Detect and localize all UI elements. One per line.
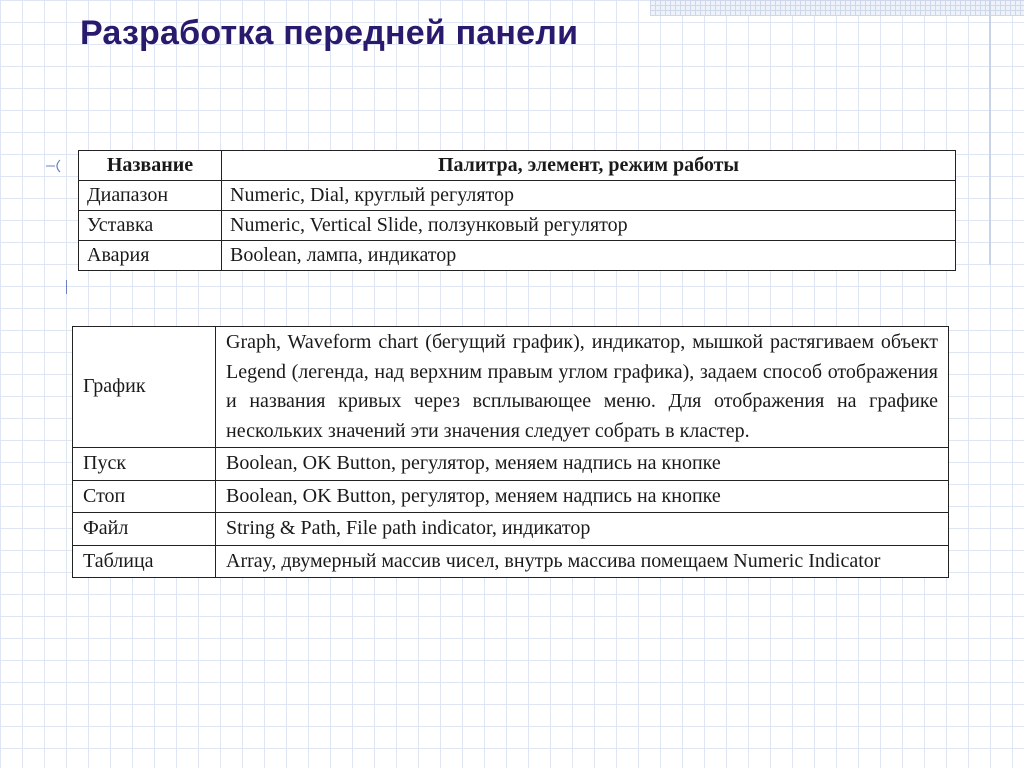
row-description-cell: String & Path, File path indicator, индикатор	[216, 513, 949, 546]
row-description-cell: Boolean, OK Button, регулятор, меняем надпись на кнопке	[216, 480, 949, 513]
row-name-cell: Таблица	[73, 545, 216, 578]
column-header-name: Название	[79, 151, 222, 181]
column-header-palette: Палитра, элемент, режим работы	[222, 151, 956, 181]
table-row	[73, 513, 949, 546]
row-description-cell: Boolean, лампа, индикатор	[222, 241, 956, 271]
table-row	[73, 480, 949, 513]
table-row	[73, 545, 949, 578]
table-row	[79, 181, 956, 211]
table-row	[79, 211, 956, 241]
elements-table-2	[72, 326, 949, 578]
row-name-cell: Диапазон	[79, 181, 222, 211]
row-name-cell: График	[73, 327, 216, 448]
row-description-cell: Boolean, OK Button, регулятор, меняем надпись на кнопке	[216, 448, 949, 481]
decorative-tick	[66, 280, 67, 294]
table-row	[73, 448, 949, 481]
table-row	[73, 327, 949, 448]
row-name-cell: Стоп	[73, 480, 216, 513]
row-name-cell: Уставка	[79, 211, 222, 241]
row-name-cell: Авария	[79, 241, 222, 271]
page-title: Разработка передней панели	[80, 14, 579, 52]
row-description-cell: Graph, Waveform chart (бегущий график), индикатор, мышкой растягиваем объект Legend (легенда, над верхним правым углом графика), задаем способ отображения и названия кривых через всплывающее меню. Для отображения на графике нескольких значений эти значения следует собрать в кластер.	[216, 327, 949, 448]
table-header-row	[79, 151, 956, 181]
row-description-cell: Array, двумерный массив чисел, внутрь массива помещаем Numeric Indicator	[216, 545, 949, 578]
elements-table-1	[78, 150, 956, 271]
row-description-cell: Numeric, Vertical Slide, ползунковый регулятор	[222, 211, 956, 241]
bullet-mark-icon	[46, 158, 62, 174]
decorative-vertical-line	[989, 0, 991, 265]
row-name-cell: Файл	[73, 513, 216, 546]
row-description-cell: Numeric, Dial, круглый регулятор	[222, 181, 956, 211]
decorative-top-strip	[650, 0, 1024, 16]
table-row	[79, 241, 956, 271]
row-name-cell: Пуск	[73, 448, 216, 481]
